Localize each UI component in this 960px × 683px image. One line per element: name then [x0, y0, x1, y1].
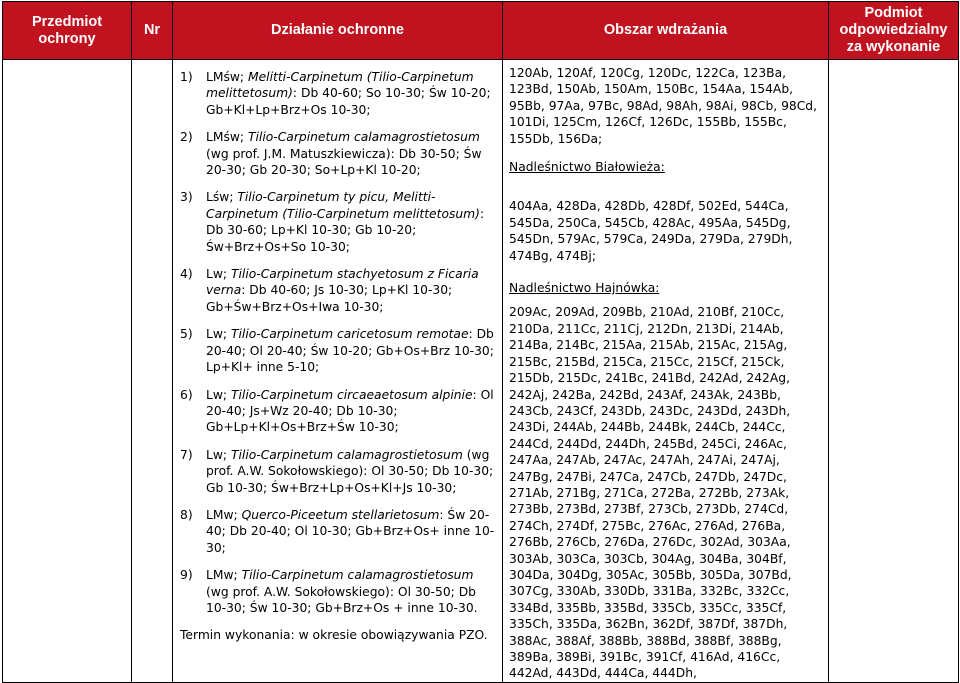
nr-cell: [132, 60, 173, 683]
action-text: [206, 69, 497, 118]
deadline-text: Termin wykonania: w okresie obowiązywania PZO.: [180, 628, 488, 643]
responsible-cell: [829, 60, 959, 683]
area-block-3: 209Ac, 209Ad, 209Bb, 210Ad, 210Bf, 210Cc, 210Da, 211Cc, 211Cj, 212Dn, 213Di, 214Ab, 214Ba, 214Bc, 215Aa, 215Ab, 215Ac, 215Ag, 215Bc, 215Bd, 215Ca, 215Cc, 215Cf, 215Ck, 215Db, 215Dc, 241Bc, 241Bd, 242Ad, 242Ag, 242Aj, 242Ba, 242Bd, 243Af, 243Ak, 243Bb, 243Cb, 243Cf, 243Db, 243Dc, 243Dd, 243Dh, 243Di, 244Ab, 244Bb, 244Bk, 244Cb, 244Cc, 244Cd, 244Dd, 244Dh, 245Bd, 245Ci, 246Ac, 247Aa, 247Ab, 247Ac, 247Ah, 247Ai, 247Aj, 247Bg, 247Bi, 247Ca, 247Cb, 247Db, 247Dc, 271Ab, 271Bg, 271Ca, 272Ba, 272Bb, 273Ak, 273Bb, 273Bd, 273Bf, 273Cb, 273Db, 274Cd, 274Ch, 274Df, 275Bc, 276Ac, 276Ad, 276Ba, 276Bb, 276Cb, 276Da, 276Dc, 302Ad, 303Aa, 303Ab, 303Ca, 303Cb, 304Ag, 304Ba, 304Bf, 304Da, 304Dg, 305Ac, 305Bb, 305Da, 307Bd, 307Cg, 330Ab, 330Db, 331Ba, 332Bc, 332Cc, 334Bd, 335Bb, 335Bd, 335Cb, 335Cc, 335Cf, 335Ch, 335Da, 362Bn, 362Df, 387Df, 387Dh, 388Ac, 388Af, 388Bb, 388Bd, 388Bf, 388Bg, 389Ba, 389Bi, 391Bc, 391Cf, 416Ad, 416Cc, 442Ad, 443Dd, 444Ca, 444Dh,: [509, 305, 792, 681]
action-item: [180, 189, 497, 255]
action-text: [206, 189, 497, 255]
action-item: [180, 507, 497, 556]
habitat-code: LMw;: [206, 507, 242, 522]
subject-cell: [3, 60, 132, 683]
association-name: Querco-Piceetum stellarietosum: [241, 507, 440, 522]
areas-cell: [503, 60, 829, 683]
species-composition: : Db 40-60; So 10-30; Św 10-20; Gb+Kl+Lp+Brz+Os 10-30;: [206, 86, 491, 117]
species-composition: : Ol 20-40; Js+Wz 20-40; Db 10-30; Gb+Lp+Kl+Os+Brz+Św 10-30;: [206, 387, 494, 435]
habitat-code: Lw;: [206, 447, 231, 462]
action-number: 5): [180, 327, 193, 342]
habitat-code: Lśw;: [206, 190, 238, 205]
habitat-code: Lw;: [206, 267, 231, 282]
table-row: [3, 60, 959, 683]
action-item: [180, 326, 497, 375]
area-block-1: 120Ab, 120Af, 120Cg, 120Dc, 122Ca, 123Ba, 123Bd, 150Ab, 150Am, 150Bc, 154Aa, 154Ab, 95Bb, 97Aa, 97Bc, 98Ad, 98Ah, 98Ai, 98Cb, 98Cd, 101Di, 125Cm, 126Cf, 126Dc, 155Bb, 155Bc, 155Db, 156Da;: [509, 66, 818, 146]
action-item: [180, 266, 497, 315]
action-item: [180, 69, 497, 118]
habitat-code: LMśw;: [206, 70, 248, 84]
action-number: 9): [180, 568, 193, 583]
association-name: Tilio-Carpinetum caricetosum remotae: [230, 327, 469, 342]
action-number: 1): [180, 70, 193, 84]
area-block-2: 404Aa, 428Da, 428Db, 428Df, 502Ed, 544Ca, 545Da, 250Ca, 545Cb, 428Ac, 495Aa, 545Dg, 545Dn, 579Ac, 579Ca, 249Da, 279Da, 279Dh, 474Bg, 474Bj;: [509, 199, 793, 263]
header-area: Obszar wdrażania: [503, 2, 829, 60]
action-number: 6): [180, 387, 193, 402]
action-text: [206, 507, 497, 556]
association-name: Tilio-Carpinetum circaeaetosum alpinie: [230, 387, 473, 402]
action-text: [206, 326, 497, 375]
action-text: [206, 387, 497, 436]
association-name: Tilio-Carpinetum calamagrostietosum: [247, 130, 480, 145]
action-number: 8): [180, 507, 193, 522]
action-text: [206, 567, 497, 616]
species-composition: (wg prof. A.W. Sokołowskiego): Ol 30-50; Db 10-30; Gb 10-30; Św+Brz+Lp+Os+Kl+Js 10-30;: [206, 447, 494, 495]
spacer: [509, 183, 822, 198]
species-composition: : Db 40-60; Js 10-30; Lp+Kl 10-30; Gb+Św+Brz+Os+Iwa 10-30;: [206, 283, 453, 314]
action-number: 4): [180, 267, 193, 282]
table-header-row: [3, 2, 959, 60]
action-item: [180, 387, 497, 436]
habitat-code: LMw;: [206, 568, 242, 583]
action-item: [180, 567, 497, 616]
association-name: Tilio-Carpinetum stachyetosum z Ficaria verna: [206, 267, 479, 298]
action-text: [206, 266, 497, 315]
species-composition: (wg prof. A.W. Sokołowskiego): Ol 30-50; Db 10-30; Św 10-30; Gb+Brz+Os + inne 10-30.: [206, 584, 478, 615]
species-composition: (wg prof. J.M. Matuszkiewicza): Db 30-50; Św 20-30; Gb 20-30; So+Lp+Kl 10-20;: [206, 146, 482, 178]
habitat-code: Lw;: [206, 327, 231, 342]
action-list: [180, 69, 497, 616]
habitat-code: LMśw;: [206, 130, 248, 145]
office-label-bialowieza: [509, 159, 822, 175]
habitat-code: Lw;: [206, 387, 231, 402]
header-nr: Nr: [132, 2, 173, 60]
action-text: [206, 129, 497, 178]
action-text: [206, 447, 497, 496]
species-composition: : Św 20-40; Db 20-40; Ol 10-30; Gb+Brz+Os+ inne 10-30;: [206, 507, 495, 555]
action-number: 2): [180, 130, 193, 145]
association-name: Melitti-Carpinetum (Tilio-Carpinetum melittetosum): [206, 70, 474, 101]
association-name: Tilio-Carpinetum calamagrostietosum: [241, 568, 474, 583]
species-composition: : Db 30-60; Lp+Kl 10-30; Gb 10-20; Św+Brz+Os+So 10-30;: [206, 206, 485, 254]
header-subject: Przedmiot ochrony: [3, 2, 132, 60]
action-item: [180, 447, 497, 496]
header-responsible: Podmiot odpowiedzialny za wykonanie: [829, 2, 959, 60]
action-number: 7): [180, 447, 193, 462]
actions-cell: [173, 60, 503, 683]
association-name: Tilio-Carpinetum calamagrostietosum: [230, 447, 463, 462]
office-name: Nadleśnictwo Białowieża:: [509, 160, 665, 175]
office-name: Nadleśnictwo Hajnówka:: [509, 281, 660, 296]
action-item: [180, 129, 497, 178]
species-composition: : Db 20-40; Ol 20-40; Św 10-20; Gb+Os+Brz 10-30; Lp+Kl+ inne 5-10;: [206, 327, 494, 375]
association-name: Tilio-Carpinetum ty picu, Melitti-Carpinetum (Tilio-Carpinetum melittetosum): [206, 190, 480, 221]
header-action: Działanie ochronne: [173, 2, 503, 60]
office-label-hajnowka: [509, 280, 822, 296]
action-number: 3): [180, 190, 193, 205]
protection-table: [2, 1, 959, 683]
